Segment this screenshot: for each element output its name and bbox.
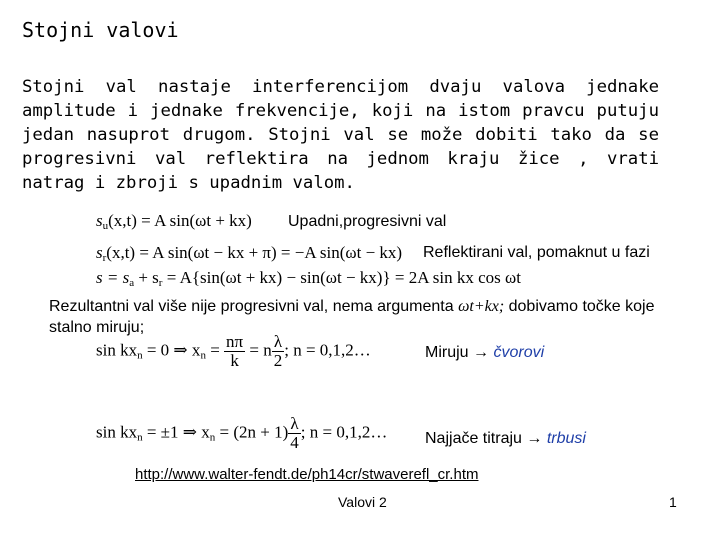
equation-antinodes: $\sin kx_n = \pm 1$ ⇒ $x_n = (2n + 1)$ $\frac{\lambda}{4}$ ; n = 0,1,2… xyxy=(96,414,388,452)
result-paragraph: Rezultantni val više nije progresivni val, nema argumenta ωt+kx; dobivamo točke koje stalno miruju; xyxy=(49,298,655,336)
label-reflected: Reflektirani val, pomaknut u fazi xyxy=(423,244,650,261)
external-link[interactable]: http://www.walter-fendt.de/ph14cr/stwaverefl_cr.htm xyxy=(135,466,479,483)
equation-incident-wave: $s_u(x,t) = A$ sin(ωt + kx) xyxy=(96,211,252,232)
arrow-right-icon: → xyxy=(473,344,490,361)
page-number: 1 xyxy=(669,494,677,510)
label-nodes: Miruju → čvorovi xyxy=(425,344,545,361)
equation-nodes: $\sin kx_n = 0$ ⇒ $x_n$ = $\frac{n\pi}{k}$ = n $\frac{\lambda}{2}$ ; n = 0,1,2… xyxy=(96,332,371,370)
arrow-right-icon: → xyxy=(526,430,543,447)
intro-paragraph: Stojni val nastaje interferencijom dvaju valova jednake amplitude i jednake frekvencije, koji na istom pravcu putuju jedan nasuprot drugom. Stojni val se može dobiti tako da se progresivni val reflektira na jednom kraju žice , vrati natrag i zbroji s upadnim valom. xyxy=(22,77,659,193)
label-antinodes: Najjače titraju → trbusi xyxy=(425,430,586,447)
equation-reflected-wave: $s_r(x,t) = A$ sin(ωt − kx + π) = −A sin(ωt − kx) xyxy=(96,243,403,264)
label-progressive: Upadni,progresivni val xyxy=(288,213,447,230)
equation-superposition: $s = s_a + s_r = A\{\sin(\omega t + kx) - \sin(\omega t - kx)\} = 2A$ sin kx cos ωt xyxy=(96,268,521,289)
footer-title: Valovi 2 xyxy=(338,494,387,510)
slide-title: Stojni valovi xyxy=(22,18,179,42)
